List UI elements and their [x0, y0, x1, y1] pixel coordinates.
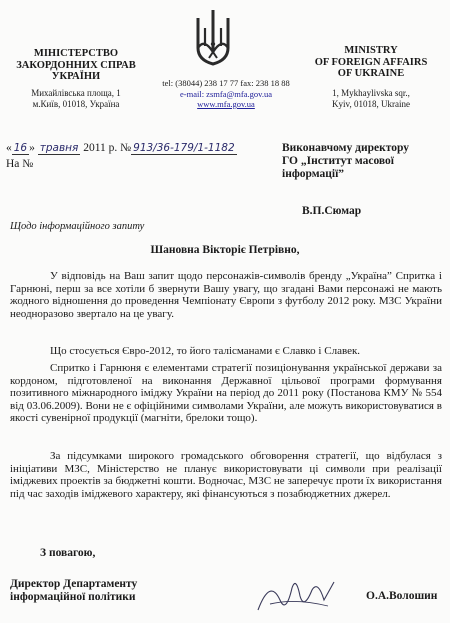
closing-regards: З повагою, — [40, 547, 96, 559]
phone-fax: tel: (38044) 238 17 77 fax: 238 18 88 — [162, 78, 290, 88]
reference-line: « 16 » травня 2011 р. № 913/36-179/1-1182 — [6, 142, 235, 154]
body-paragraph: Що стосується Євро-2012, то його талісманами є Славко і Славек. — [50, 345, 361, 357]
salutation: Шановна Вікторіє Петрівно, — [150, 244, 300, 256]
addressee-block: Виконавчому директору ГО „Інститут масової інформації” — [282, 142, 409, 180]
ref-day: 16 — [13, 142, 28, 154]
body-paragraph: Спритко і Гарнюня є елементами стратегії позиціонування української держави за кордоном, підготовленої на виконання Державної цільової програми формування позитивного міжнародного іміджу України на період до 2011 року (Постанова КМУ № 554 від 03.06.2009). Вони не є офіційними символами України, але можуть використовуватися в якості сувенірної продукції (магніти, брелоки тощо). — [10, 362, 442, 425]
reply-to-number: На № — [6, 158, 34, 170]
website-link[interactable]: www.mfa.gov.ua — [197, 99, 255, 109]
ministry-name-ua: МІНІСТЕРСТВО ЗАКОРДОННИХ СПРАВ УКРАЇНИ — [16, 48, 136, 82]
coat-of-arms-icon — [194, 8, 232, 68]
email-link[interactable]: e-mail: zsmfa@mfa.gov.ua — [179, 88, 272, 99]
signer-name: О.А.Волошин — [366, 590, 438, 602]
ref-month: травня — [39, 142, 79, 154]
contact-block — [138, 78, 314, 110]
ministry-address-en: 1, Mykhaylivska sqr., Kyiv, 01018, Ukraine — [332, 88, 410, 109]
handwritten-signature-icon — [250, 570, 340, 620]
addressee-name: В.П.Сюмар — [302, 205, 362, 217]
ref-number: 913/36-179/1-1182 — [133, 142, 235, 154]
ministry-address-ua: Михайлівська площа, 1 м.Київ, 01018, Україна — [31, 88, 121, 109]
body-paragraph: За підсумками широкого громадського обговорення стратегії, що відбулася з ініціативи МЗС, Міністерство не планує використовувати ці символи при реалізації іміджевих проектів за бюджетні кошти. Водночас, МЗС не заперечує проти їх використання під час заходів іміджевого характеру, які фінансуються з позабюджетних джерел. — [10, 450, 442, 500]
ministry-name-en: MINISTRY OF FOREIGN AFFAIRS OF UKRAINE — [314, 45, 428, 79]
signer-title: Директор Департаменту інформаційної політики — [10, 578, 138, 603]
subject-line: Щодо інформаційного запиту — [10, 221, 145, 232]
body-paragraph: У відповідь на Ваш запит щодо персонажів-символів бренду „Україна” Спритка і Гарнюні, перш за все хотіли б звернути Вашу увагу, що згадані Вами персонажі не мають жодного відношення до проведення Чемпіонату Європи з футболу 2012 року. МЗС України неодноразово звертало на це увагу. — [10, 270, 442, 320]
ref-year: 2011 р. № — [83, 142, 132, 154]
